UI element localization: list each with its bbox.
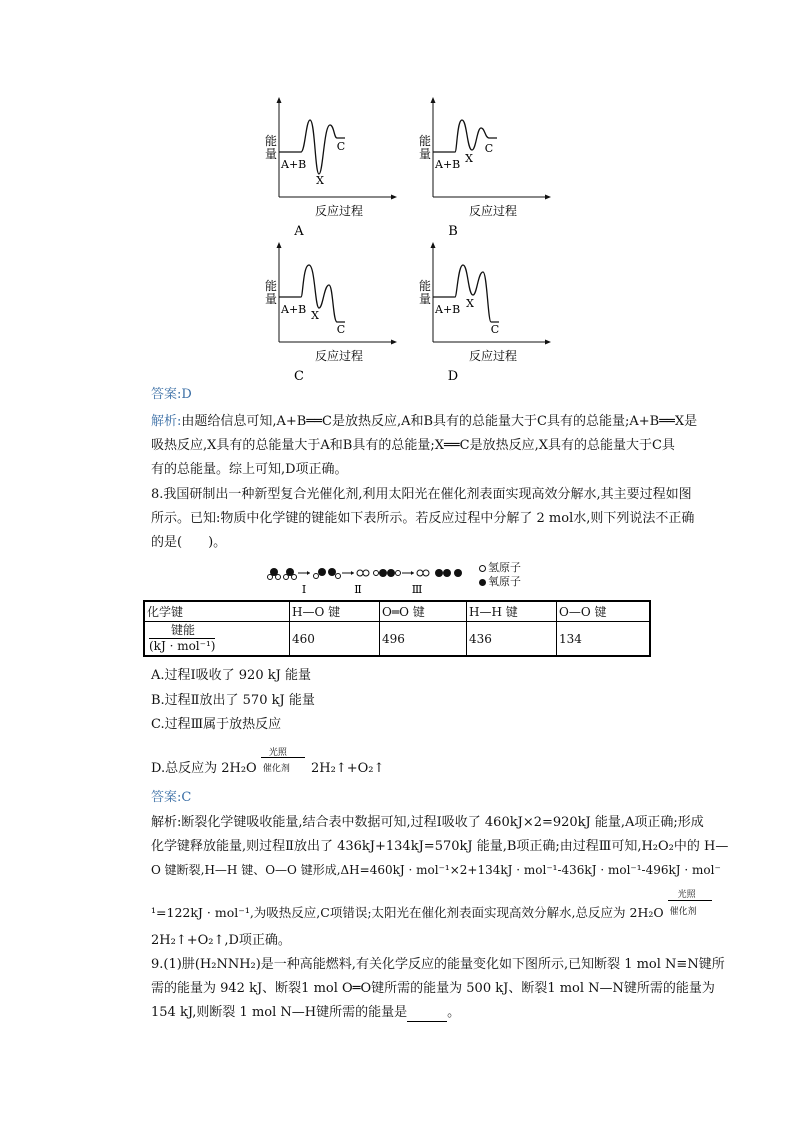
y-axis-label: 量	[265, 292, 278, 306]
hydrogen-atom-icon	[357, 570, 363, 576]
y-axis-arrow-icon	[277, 97, 282, 103]
product-label: C	[336, 323, 346, 336]
x-axis-label: 反应过程	[468, 204, 518, 218]
oxygen-atom-icon	[454, 569, 462, 577]
table-cell: 460	[290, 622, 380, 657]
panel-caption: D	[447, 369, 459, 384]
reactant-label: A+B	[281, 303, 307, 316]
q8-analysis-line-4: ¹=122kJ · mol⁻¹,为吸热反应,C项错误;太阳光在催化剂表面实现高效分解水,总反应为 2H₂O 光照 催化剂	[151, 904, 714, 922]
energy-diagram-A	[265, 97, 397, 239]
answer-blank	[407, 1009, 447, 1022]
hydrogen-atom-icon	[276, 575, 281, 580]
y-axis-label: 量	[419, 292, 432, 306]
x-axis-arrow-icon	[545, 195, 551, 200]
oxygen-atom-icon	[479, 579, 486, 586]
x-axis-label: 反应过程	[468, 349, 518, 363]
y-axis-label: 能	[265, 279, 278, 293]
row-label-bond-energy: 键能 (kJ · mol⁻¹)	[144, 622, 290, 657]
q8-analysis-line-2: 化学键释放能量,则过程Ⅱ放出了 436kJ+134kJ=570kJ 能量,B项正确;由过程Ⅲ可知,H₂O₂中的 H—	[151, 839, 729, 854]
x-axis-arrow-icon	[545, 340, 551, 345]
table-header-cell: H—H 键	[467, 601, 557, 622]
q8-stem-line-2: 所示。已知:物质中化学键的键能如下表所示。若反应过程中分解了 2 mol水,则下列说法不正确	[151, 511, 695, 526]
option-b: B.过程Ⅱ放出了 570 kJ 能量	[151, 693, 315, 708]
y-axis-label: 能	[419, 279, 432, 293]
oxygen-atom-icon	[387, 569, 395, 577]
q8-answer: 答案:C	[151, 790, 192, 805]
y-axis-label: 量	[265, 147, 278, 161]
q8-stem-line-3: 的是( )。	[151, 535, 227, 550]
oxygen-atom-icon	[328, 568, 336, 576]
energy-diagram-C	[265, 242, 397, 384]
oxygen-atom-icon	[435, 569, 443, 577]
q8-analysis-line-3: O 键断裂,H—H 键、O—O 键形成,ΔH=460kJ · mol⁻¹×2+134kJ · mol⁻¹-436kJ · mol⁻¹-496kJ · mol⁻	[151, 863, 721, 877]
energy-diagrams	[0, 0, 794, 390]
option-d: D.总反应为 2H₂O 光照 催化剂 2H₂↑+O₂↑	[151, 748, 385, 776]
step-label-2: Ⅱ	[354, 583, 362, 596]
table-cell: 436	[467, 622, 557, 657]
q8-analysis-line-5: 2H₂↑+O₂↑,D项正确。	[151, 933, 291, 948]
intermediate-label: X	[466, 297, 474, 310]
hydrogen-atom-icon	[423, 570, 429, 576]
table-row	[144, 622, 650, 657]
hydrogen-atom-icon	[336, 574, 341, 579]
q8-stem-line-1: 8.我国研制出一种新型复合光催化剂,利用太阳光在催化剂表面实现高效分解水,其主要过程如图	[151, 487, 692, 502]
table-header-cell: H—O 键	[290, 601, 380, 622]
y-axis-label: 能	[419, 134, 432, 148]
y-axis-arrow-icon	[431, 97, 436, 103]
option-a: A.过程Ⅰ吸收了 920 kJ 能量	[151, 668, 311, 683]
q9-line-2: 需的能量为 942 kJ、断裂1 mol O═O键所需的能量为 500 kJ、断裂1 mol N—N键所需的能量为	[151, 981, 715, 996]
reaction-arrow-condition: 光照 催化剂	[668, 904, 714, 922]
energy-diagram-B	[419, 97, 551, 239]
q7-answer: 答案:D	[151, 387, 192, 402]
reactant-label: A+B	[281, 158, 307, 171]
hydrogen-atom-icon	[363, 570, 369, 576]
panel-caption: B	[448, 224, 458, 239]
intermediate-label: X	[316, 174, 324, 187]
table-cell: 134	[557, 622, 651, 657]
q9-line-1: 9.(1)肼(H₂NNH₂)是一种高能燃料,有关化学反应的能量变化如下图所示,已知断裂 1 mol N≡N键所	[151, 957, 725, 972]
legend-hydrogen: 氢原子	[479, 559, 521, 575]
q7-analysis-line-2: 吸热反应,X具有的总能量大于A和B具有的总能量;X══C是放热反应,X具有的总能量大于C具	[151, 438, 675, 453]
y-axis-label: 能	[265, 134, 278, 148]
table-header-cell: O—O 键	[557, 601, 651, 622]
water-splitting-process	[262, 562, 502, 598]
x-axis-label: 反应过程	[314, 204, 364, 218]
hydrogen-atom-icon	[292, 575, 297, 580]
intermediate-label: X	[311, 309, 319, 322]
y-axis-arrow-icon	[277, 242, 282, 248]
panel-caption: C	[294, 369, 304, 384]
oxygen-atom-icon	[318, 568, 326, 576]
q8-analysis-line-1: 解析:断裂化学键吸收能量,结合表中数据可知,过程Ⅰ吸收了 460kJ×2=920kJ 能量,A项正确;形成	[151, 815, 704, 830]
x-axis-arrow-icon	[391, 195, 397, 200]
bond-energy-table	[143, 600, 651, 657]
hydrogen-atom-icon	[314, 574, 319, 579]
table-cell: 496	[380, 622, 467, 657]
option-c: C.过程Ⅲ属于放热反应	[151, 717, 282, 732]
reactant-label: A+B	[435, 158, 461, 171]
y-axis-arrow-icon	[431, 242, 436, 248]
table-header-cell: 化学键	[144, 601, 290, 622]
x-axis-label: 反应过程	[314, 349, 364, 363]
hydrogen-atom-icon	[284, 575, 289, 580]
product-label: C	[336, 140, 346, 153]
table-header-cell: O═O 键	[380, 601, 467, 622]
step-label-3: Ⅲ	[411, 583, 423, 596]
q7-analysis-line-1: 解析:由题给信息可知,A+B══C是放热反应,A和B具有的总能量大于C具有的总能量;A+B══X是	[151, 414, 698, 429]
hydrogen-atom-icon	[479, 565, 486, 572]
y-axis-label: 量	[419, 147, 432, 161]
hydrogen-atom-icon	[417, 570, 423, 576]
oxygen-atom-icon	[379, 569, 387, 577]
oxygen-atom-icon	[443, 569, 451, 577]
table-header-row	[144, 601, 650, 622]
x-axis-arrow-icon	[391, 340, 397, 345]
reactant-label: A+B	[435, 303, 461, 316]
panel-caption: A	[294, 224, 304, 239]
legend-oxygen: 氧原子	[479, 573, 521, 589]
hydrogen-atom-icon	[374, 571, 379, 576]
intermediate-label: X	[465, 152, 473, 165]
hydrogen-atom-icon	[396, 571, 401, 576]
reaction-arrow-condition: 光照 催化剂	[261, 760, 307, 778]
product-label: C	[484, 142, 494, 155]
product-label: C	[490, 323, 500, 336]
q7-analysis-line-3: 有的总能量。综上可知,D项正确。	[151, 462, 348, 477]
analysis-label: 解析:	[151, 414, 182, 429]
energy-diagram-D	[419, 242, 551, 384]
q9-line-3: 154 kJ,则断裂 1 mol N—H键所需的能量是 。	[151, 1005, 461, 1020]
hydrogen-atom-icon	[268, 575, 273, 580]
step-label-1: Ⅰ	[301, 583, 307, 596]
